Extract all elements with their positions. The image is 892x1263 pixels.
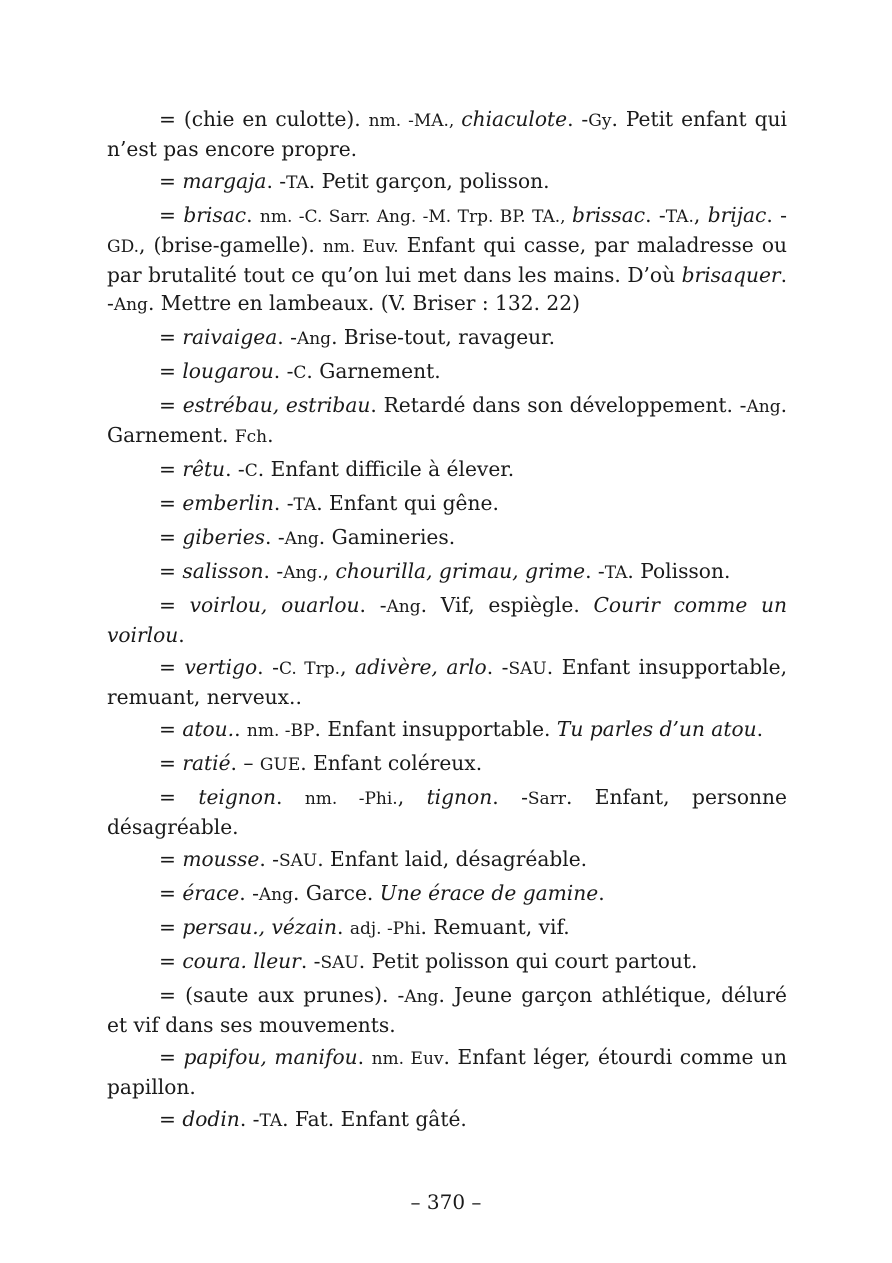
entry-source-abbrev: TA <box>286 173 309 193</box>
entry-source-abbrev: C. Trp. <box>278 659 341 679</box>
entry-source-abbrev: Ang <box>113 295 148 315</box>
entry-text: . <box>756 717 764 741</box>
entry-term: Courir comme un voirlou <box>107 593 788 647</box>
entry-term: persau., vézain <box>182 915 337 939</box>
dictionary-entry <box>107 981 787 1039</box>
entry-text: . - <box>273 491 294 515</box>
dictionary-entry <box>107 591 787 649</box>
entry-term: ratié <box>182 751 231 775</box>
entry-text: = <box>159 881 183 905</box>
entry-text: . <box>598 881 605 905</box>
entry-source-abbrev: TA <box>259 1111 283 1131</box>
entry-text: = <box>159 325 183 349</box>
dictionary-entry <box>107 357 787 387</box>
entry-text: . Enfant difficile à élever. <box>257 457 515 481</box>
entry-term: salisson <box>182 559 264 583</box>
entry-term: lougarou <box>182 359 274 383</box>
dictionary-entry <box>107 653 787 711</box>
entry-text: . - <box>239 1107 260 1131</box>
entry-text: , <box>693 203 708 227</box>
entry-term: brissac <box>572 203 646 227</box>
entry-source-abbrev: adj. -Phi <box>349 919 421 939</box>
dictionary-entry <box>107 749 787 779</box>
entry-source-abbrev: TA. <box>665 207 694 227</box>
entry-text: . <box>234 717 247 741</box>
entry-text: . - <box>359 593 387 617</box>
entry-text: = <box>159 915 183 939</box>
entry-text: . - <box>492 785 528 809</box>
entry-text: . - <box>265 525 285 549</box>
entry-text: . <box>178 623 185 647</box>
entry-term: adivère, arlo <box>355 655 487 679</box>
entry-source-abbrev: SAU <box>278 851 318 871</box>
entry-text: . - <box>585 559 605 583</box>
entry-source-abbrev: nm. -Phi. <box>304 789 398 809</box>
entry-source-abbrev: Ang <box>258 885 293 905</box>
dictionary-entry <box>107 715 787 745</box>
entry-text: . Petit polisson qui court partout. <box>358 949 698 973</box>
entry-text: . <box>337 915 350 939</box>
entry-text: . Retardé dans son développement. - <box>370 393 747 417</box>
entry-text: . Polisson. <box>627 559 731 583</box>
entry-term: brisac <box>183 203 247 227</box>
entry-text: . <box>275 785 305 809</box>
entry-text: . Enfant laid, désagréable. <box>317 847 588 871</box>
entry-source-abbrev: Ang <box>746 397 781 417</box>
entry-text: = <box>159 717 183 741</box>
entry-text: . Enfant coléreux. <box>300 751 483 775</box>
entry-text: = <box>159 751 183 775</box>
entry-source-abbrev: nm. -C. Sarr. Ang. -M. Trp. BP. TA., <box>259 207 572 227</box>
page-number: – 370 – <box>410 1190 482 1214</box>
page-body <box>107 105 787 1139</box>
entry-text: . Mettre en lambeaux. (V. Briser : 132. 22) <box>147 291 580 315</box>
entry-text: = <box>159 525 183 549</box>
dictionary-entry <box>107 947 787 977</box>
dictionary-entry <box>107 201 787 319</box>
entry-text: = <box>159 593 190 617</box>
entry-text: . <box>246 203 260 227</box>
entry-term: Une érace de gamine <box>379 881 599 905</box>
entry-text: . Garce. <box>293 881 380 905</box>
entry-source-abbrev: nm. -MA., <box>368 111 462 131</box>
entry-source-abbrev: GUE <box>259 755 301 775</box>
entry-text: . - <box>107 263 787 315</box>
entry-text: . - <box>567 107 589 131</box>
entry-term: tignon <box>426 785 493 809</box>
dictionary-entry <box>107 879 787 909</box>
entry-text: . - <box>645 203 666 227</box>
dictionary-entry <box>107 523 787 553</box>
dictionary-entry <box>107 1105 787 1135</box>
entry-text: . Petit enfant qui n’est pas encore propre. <box>107 107 787 161</box>
entry-text: . - <box>766 203 788 227</box>
entry-source-abbrev: Ang. <box>283 563 323 583</box>
entry-term: chourilla, grimau, grime <box>335 559 586 583</box>
entry-text: , (brise-gamelle). <box>139 233 323 257</box>
entry-text: . Vif, espiègle. <box>420 593 594 617</box>
entry-source-abbrev: GD. <box>107 237 140 257</box>
entry-text: . - <box>263 559 284 583</box>
entry-source-abbrev: TA <box>604 563 628 583</box>
dictionary-entry <box>107 1043 787 1101</box>
dictionary-entry <box>107 557 787 587</box>
dictionary-entry <box>107 391 787 451</box>
entry-text: . - <box>273 359 294 383</box>
entry-term: papifou, manifou <box>183 1045 358 1069</box>
entry-term: érace <box>182 881 240 905</box>
entry-text: . - <box>266 169 287 193</box>
entry-text: Enfant qui casse, par maladresse ou par brutalité tout ce qu’on lui met dans les mains. D’où <box>107 233 787 287</box>
entry-text: = <box>159 559 183 583</box>
entry-term: margaja <box>182 169 267 193</box>
entry-text: = <box>159 491 183 515</box>
entry-text: , <box>340 655 356 679</box>
entry-text: = <box>159 949 183 973</box>
entry-text: . - <box>259 847 279 871</box>
entry-text: . - <box>257 655 279 679</box>
entry-text: . Enfant insupportable. <box>314 717 557 741</box>
entry-text: . Jeune garçon athlétique, déluré et vif dans ses mouvements. <box>107 983 787 1037</box>
entry-text: = <box>159 169 183 193</box>
entry-text: = (chie en culotte). <box>159 107 369 131</box>
entry-source-abbrev: TA <box>293 495 317 515</box>
entry-text: . Enfant insupportable, remuant, nerveux.. <box>107 655 788 709</box>
entry-text: , <box>322 559 336 583</box>
entry-text: . – <box>230 751 260 775</box>
entry-text: . Garnement. <box>306 359 441 383</box>
entry-text: . Enfant qui gêne. <box>316 491 499 515</box>
dictionary-entry <box>107 783 787 841</box>
dictionary-entry <box>107 455 787 485</box>
entry-source-abbrev: Sarr <box>527 789 566 809</box>
entry-term: dodin <box>182 1107 240 1131</box>
entry-source-abbrev: nm. Euv <box>371 1049 444 1069</box>
entry-source-abbrev: SAU <box>320 953 359 973</box>
entry-text: . Enfant, personne désagréable. <box>107 785 788 839</box>
entry-text: . Remuant, vif. <box>420 915 570 939</box>
dictionary-entry <box>107 167 787 197</box>
entry-text: . Garnement. <box>107 393 788 447</box>
entry-term: voirlou, ouarlou <box>189 593 360 617</box>
entry-term: coura. lleur <box>182 949 301 973</box>
entry-term: chiaculote <box>461 107 568 131</box>
entry-text: = <box>159 457 183 481</box>
entry-text: = <box>159 1107 183 1131</box>
entry-source-abbrev: Ang <box>386 597 421 617</box>
entry-text: . - <box>277 325 297 349</box>
entry-text: . <box>267 423 274 447</box>
entry-text: = <box>159 655 185 679</box>
entry-term: brisaquer <box>681 263 781 287</box>
dictionary-entry <box>107 489 787 519</box>
entry-source-abbrev: Ang <box>284 529 319 549</box>
entry-text: . - <box>486 655 509 679</box>
dictionary-entry <box>107 323 787 353</box>
entry-source-abbrev: nm. Euv. <box>322 237 399 257</box>
entry-term: rêtu <box>182 457 226 481</box>
entry-text: = <box>159 1045 184 1069</box>
entry-text: = <box>159 785 199 809</box>
dictionary-entry <box>107 845 787 875</box>
entry-text: . <box>357 1045 372 1069</box>
entry-term: giberies <box>182 525 266 549</box>
entry-source-abbrev: Gy <box>588 111 612 131</box>
entry-term: estrébau, estribau <box>182 393 371 417</box>
entry-source-abbrev: Ang <box>296 329 332 349</box>
entry-text: . Fat. Enfant gâté. <box>282 1107 467 1131</box>
entry-source-abbrev: C <box>293 363 307 383</box>
entry-text: = <box>159 847 183 871</box>
entry-text: . Petit garçon, polisson. <box>308 169 550 193</box>
entry-term: Tu parles d’un atou <box>556 717 757 741</box>
entry-text: . - <box>300 949 321 973</box>
entry-text: . Gamineries. <box>318 525 456 549</box>
entry-term: brijac <box>707 203 767 227</box>
entry-source-abbrev: nm. -BP <box>246 721 315 741</box>
entry-text: = <box>159 359 183 383</box>
entry-term: atou. <box>182 717 235 741</box>
entry-text: = <box>159 393 183 417</box>
entry-term: mousse <box>182 847 260 871</box>
entry-source-abbrev: Fch <box>234 427 268 447</box>
entry-text: . - <box>225 457 245 481</box>
entry-term: teignon <box>198 785 276 809</box>
entry-text: . - <box>239 881 259 905</box>
entry-text: , <box>397 785 427 809</box>
entry-source-abbrev: C <box>244 461 258 481</box>
dictionary-entry <box>107 105 787 163</box>
entry-source-abbrev: SAU <box>508 659 547 679</box>
entry-term: raivaigea <box>182 325 278 349</box>
entry-term: vertigo <box>184 655 258 679</box>
entry-source-abbrev: Ang <box>404 987 439 1007</box>
entry-text: = (saute aux prunes). - <box>159 983 405 1007</box>
entry-text: . Brise-tout, ravageur. <box>331 325 556 349</box>
entry-text: . Enfant léger, étourdi comme un papillon. <box>107 1045 787 1099</box>
entry-text: = <box>159 203 184 227</box>
dictionary-entry <box>107 913 787 943</box>
entry-term: emberlin <box>182 491 274 515</box>
